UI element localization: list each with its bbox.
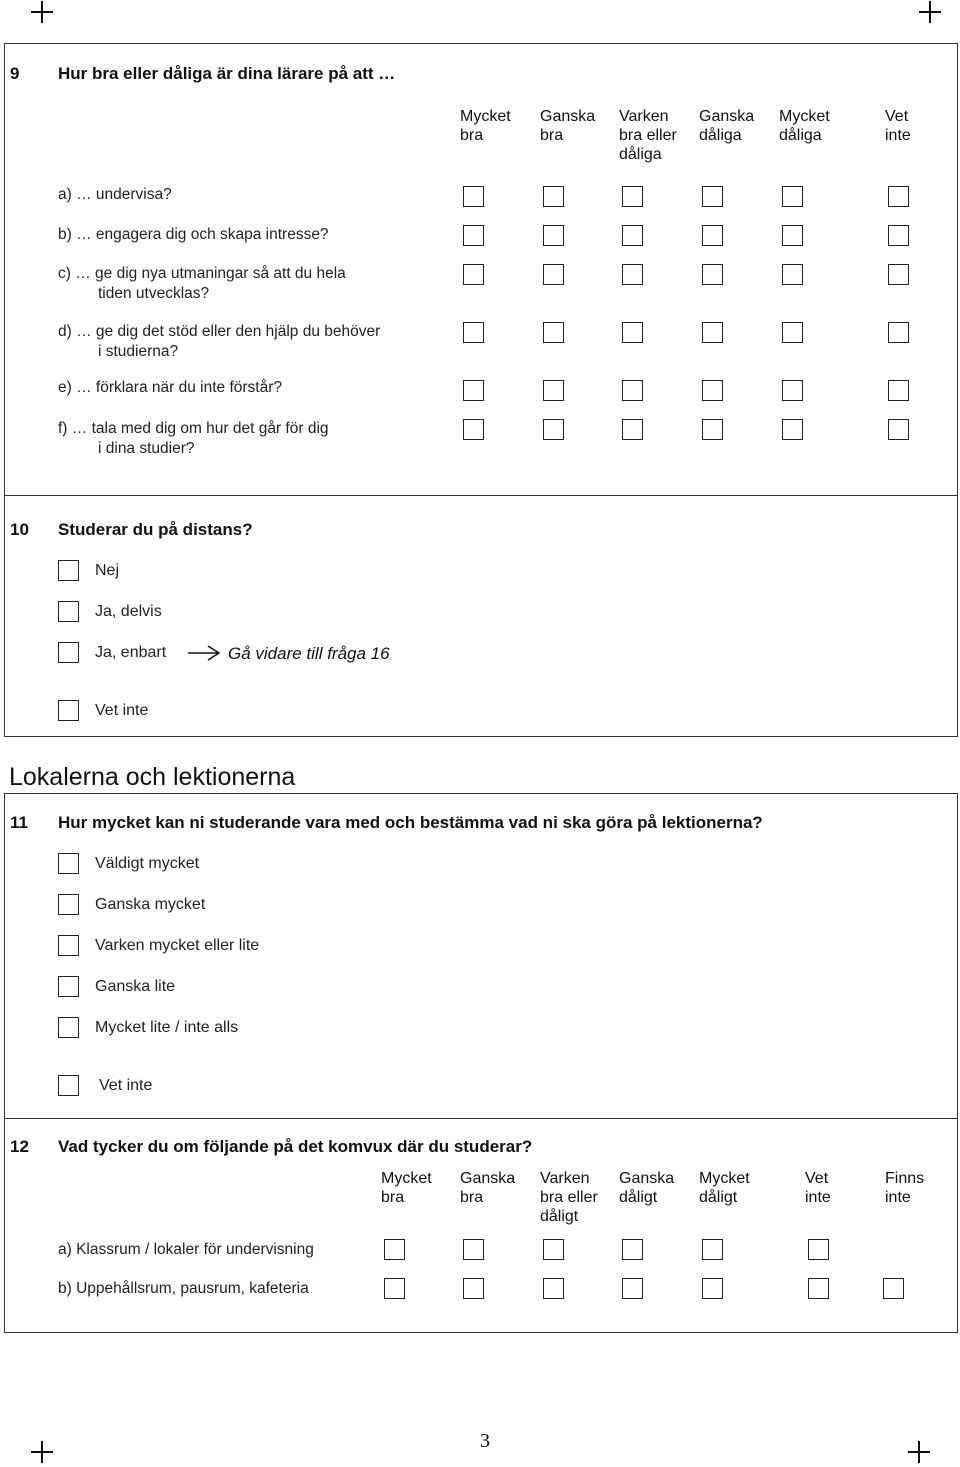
column-header [540, 1169, 598, 1226]
question-text: Vad tycker du om följande på det komvux där du studerar? [58, 1137, 533, 1156]
answer-checkbox[interactable] [782, 186, 803, 207]
row-label-line: a) … undervisa? [58, 186, 172, 203]
answer-checkbox[interactable] [702, 380, 723, 401]
column-header-line: bra [540, 127, 564, 144]
answer-checkbox[interactable] [58, 935, 79, 956]
option-label: Varken mycket eller lite [95, 937, 260, 954]
answer-checkbox[interactable] [543, 1278, 564, 1299]
row-label-line: i studierna? [98, 343, 179, 360]
column-header-line: Ganska [460, 1170, 516, 1187]
answer-checkbox[interactable] [463, 419, 484, 440]
row-label: b) Uppehållsrum, pausrum, kafeteria [58, 1280, 309, 1297]
column-header-line: Ganska [540, 108, 596, 125]
question-text: Hur bra eller dåliga är dina lärare på att … [58, 64, 396, 83]
answer-checkbox[interactable] [782, 264, 803, 285]
row-label [58, 225, 329, 245]
row-label-line: d) … ge dig det stöd eller den hjälp du behöver [58, 323, 381, 340]
column-header-line: Mycket [699, 1170, 750, 1187]
question-number: 12 [10, 1137, 29, 1156]
answer-checkbox[interactable] [622, 186, 643, 207]
row-label-line: f) … tala med dig om hur det går för dig [58, 420, 329, 437]
answer-checkbox[interactable] [888, 264, 909, 285]
column-header [699, 1169, 750, 1207]
answer-checkbox[interactable] [622, 419, 643, 440]
column-header-line: bra eller [619, 127, 677, 144]
row-label [58, 322, 380, 362]
column-header [460, 107, 511, 145]
column-header-line: inte [805, 1189, 831, 1206]
registration-mark [31, 1, 53, 23]
answer-checkbox[interactable] [622, 264, 643, 285]
answer-checkbox[interactable] [543, 1239, 564, 1260]
column-header [885, 1169, 924, 1207]
question-text: Studerar du på distans? [58, 520, 253, 539]
option-label: Mycket lite / inte alls [95, 1019, 239, 1036]
answer-checkbox[interactable] [463, 322, 484, 343]
column-header-line: bra [381, 1189, 405, 1206]
column-header [805, 1169, 831, 1207]
answer-checkbox[interactable] [702, 264, 723, 285]
option-label: Vet inte [99, 1077, 153, 1094]
column-header [460, 1169, 515, 1207]
answer-checkbox[interactable] [888, 322, 909, 343]
row-label [58, 378, 282, 398]
column-header-line: Vet [805, 1170, 829, 1187]
answer-checkbox[interactable] [58, 700, 79, 721]
column-header [381, 1169, 432, 1207]
option-label: Vet inte [95, 702, 149, 719]
column-header-line: dåligt [619, 1189, 658, 1206]
answer-checkbox[interactable] [883, 1278, 904, 1299]
answer-checkbox[interactable] [622, 1239, 643, 1260]
column-header-line: Varken [619, 108, 669, 125]
answer-checkbox[interactable] [622, 380, 643, 401]
registration-mark [31, 1441, 53, 1463]
answer-checkbox[interactable] [463, 1239, 484, 1260]
answer-checkbox[interactable] [58, 601, 79, 622]
row-label-line: c) … ge dig nya utmaningar så att du hela [58, 265, 346, 282]
column-header-line: Varken [540, 1170, 590, 1187]
answer-checkbox[interactable] [702, 419, 723, 440]
answer-checkbox[interactable] [463, 225, 484, 246]
answer-checkbox[interactable] [622, 225, 643, 246]
column-header [779, 107, 830, 145]
answer-checkbox[interactable] [543, 186, 564, 207]
column-header-line: dåliga [619, 146, 662, 163]
row-label-line: i dina studier? [98, 440, 195, 457]
column-header-line: Ganska [619, 1170, 675, 1187]
column-header-line: inte [885, 127, 911, 144]
column-header-line: bra [460, 1189, 484, 1206]
page-number: 3 [480, 1430, 490, 1452]
answer-checkbox[interactable] [543, 380, 564, 401]
answer-checkbox[interactable] [384, 1278, 405, 1299]
column-header-line: Mycket [381, 1170, 432, 1187]
answer-checkbox[interactable] [463, 264, 484, 285]
answer-checkbox[interactable] [543, 225, 564, 246]
column-header-line: dåligt [540, 1208, 579, 1225]
answer-checkbox[interactable] [702, 1278, 723, 1299]
column-header-line: Ganska [699, 108, 755, 125]
answer-checkbox[interactable] [58, 853, 79, 874]
option-label: Nej [95, 562, 120, 579]
section-heading: Lokalerna och lektionerna [9, 763, 296, 791]
answer-checkbox[interactable] [463, 1278, 484, 1299]
option-label: Ganska lite [95, 978, 176, 995]
answer-checkbox[interactable] [543, 419, 564, 440]
option-label: Ja, delvis [95, 603, 162, 620]
option-label: Ganska mycket [95, 896, 206, 913]
question-11-panel [4, 793, 958, 1119]
question-text: Hur mycket kan ni studerande vara med och bestämma vad ni ska göra på lektionerna? [58, 813, 763, 832]
answer-checkbox[interactable] [782, 225, 803, 246]
question-number: 9 [10, 64, 20, 83]
column-header [540, 107, 595, 145]
answer-checkbox[interactable] [58, 1017, 79, 1038]
question-number: 10 [10, 520, 29, 539]
answer-checkbox[interactable] [58, 976, 79, 997]
registration-mark [908, 1441, 930, 1463]
column-header-line: dåliga [779, 127, 822, 144]
answer-checkbox[interactable] [888, 225, 909, 246]
column-header-line: bra eller [540, 1189, 598, 1206]
row-label-line: e) … förklara när du inte förstår? [58, 379, 282, 396]
option-label: Ja, enbart [95, 644, 167, 661]
column-header [619, 1169, 674, 1207]
row-label-line: b) … engagera dig och skapa intresse? [58, 226, 329, 243]
column-header-line: Mycket [460, 108, 511, 125]
option-label: Väldigt mycket [95, 855, 200, 872]
column-header-line: Finns [885, 1170, 925, 1187]
arrow-right-icon [186, 644, 222, 662]
column-header-line: bra [460, 127, 484, 144]
column-header-line: dåliga [699, 127, 742, 144]
answer-checkbox[interactable] [543, 264, 564, 285]
answer-checkbox[interactable] [808, 1239, 829, 1260]
answer-checkbox[interactable] [702, 322, 723, 343]
skip-instruction: Gå vidare till fråga 16 [228, 644, 390, 663]
question-number: 11 [10, 813, 28, 832]
row-label [58, 419, 329, 459]
answer-checkbox[interactable] [384, 1239, 405, 1260]
answer-checkbox[interactable] [702, 1239, 723, 1260]
column-header [699, 107, 754, 145]
answer-checkbox[interactable] [622, 1278, 643, 1299]
answer-checkbox[interactable] [622, 322, 643, 343]
registration-mark [919, 1, 941, 23]
column-header [885, 107, 911, 145]
answer-checkbox[interactable] [888, 419, 909, 440]
row-label: a) Klassrum / lokaler för undervisning [58, 1241, 314, 1258]
column-header-line: Mycket [779, 108, 830, 125]
answer-checkbox[interactable] [543, 322, 564, 343]
column-header [619, 107, 677, 164]
row-label [58, 185, 172, 205]
column-header-line: Vet [885, 108, 909, 125]
column-header-line: dåligt [699, 1189, 738, 1206]
answer-checkbox[interactable] [463, 380, 484, 401]
answer-checkbox[interactable] [782, 380, 803, 401]
answer-checkbox[interactable] [808, 1278, 829, 1299]
column-header-line: inte [885, 1189, 911, 1206]
answer-checkbox[interactable] [58, 642, 79, 663]
answer-checkbox[interactable] [58, 560, 79, 581]
answer-checkbox[interactable] [58, 1075, 79, 1096]
answer-checkbox[interactable] [58, 894, 79, 915]
answer-checkbox[interactable] [702, 225, 723, 246]
answer-checkbox[interactable] [782, 419, 803, 440]
answer-checkbox[interactable] [782, 322, 803, 343]
answer-checkbox[interactable] [463, 186, 484, 207]
answer-checkbox[interactable] [702, 186, 723, 207]
row-label-line: tiden utvecklas? [98, 285, 210, 302]
answer-checkbox[interactable] [888, 380, 909, 401]
row-label [58, 264, 346, 304]
answer-checkbox[interactable] [888, 186, 909, 207]
